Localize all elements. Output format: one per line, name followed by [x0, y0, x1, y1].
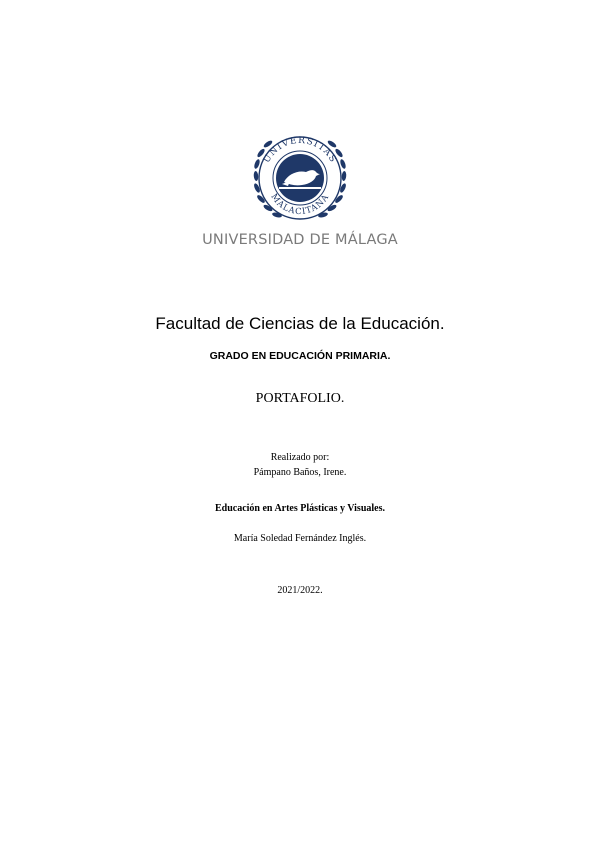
document-title: PORTAFOLIO.	[255, 391, 345, 406]
university-name: UNIVERSIDAD DE MÁLAGA	[202, 232, 398, 248]
university-seal-logo	[246, 126, 354, 228]
author-name: Pámpano Baños, Irene.	[253, 467, 347, 478]
seal-graphic	[246, 126, 354, 228]
academic-year: 2021/2022.	[277, 585, 323, 596]
subject-name: Educación en Artes Plásticas y Visuales.	[214, 503, 385, 514]
teacher-name: María Soledad Fernández Inglés.	[233, 533, 367, 544]
seal-text-bottom: MALACITANA	[268, 192, 332, 218]
degree-heading: GRADO EN EDUCACIÓN PRIMARIA.	[209, 350, 391, 362]
faculty-heading: Facultad de Ciencias de la Educación.	[155, 314, 445, 333]
seal-text-top: UNIVERSITAS	[261, 135, 339, 165]
made-by-label: Realizado por:	[270, 452, 330, 463]
